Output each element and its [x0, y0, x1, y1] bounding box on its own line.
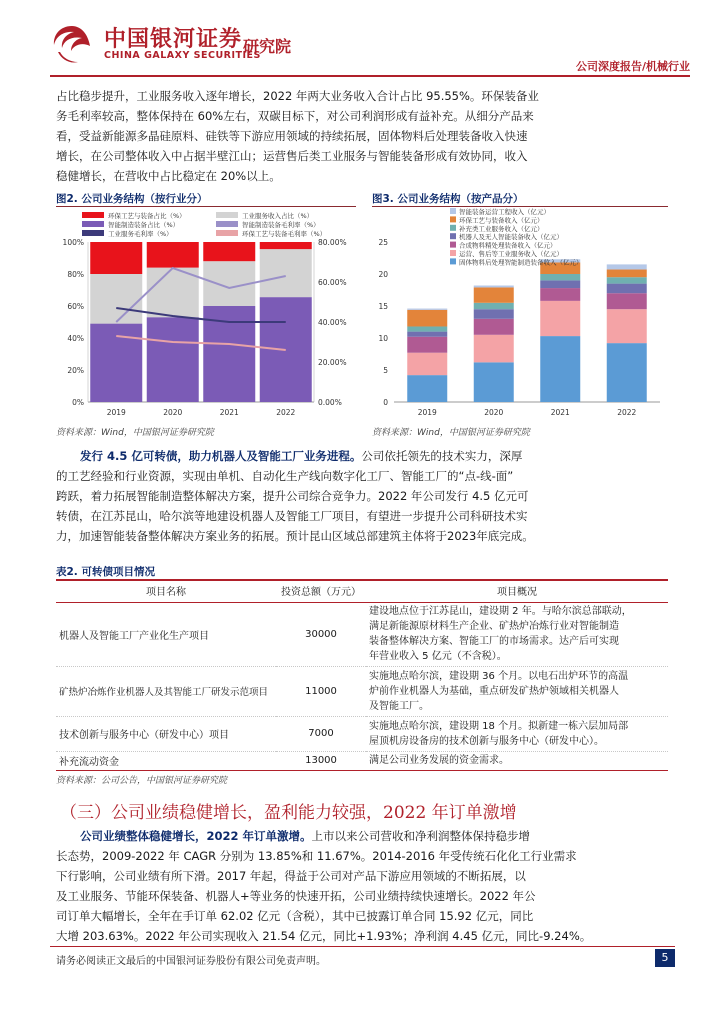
- galaxy-logo-icon: [50, 22, 94, 66]
- footer-divider: [50, 946, 675, 947]
- bar-segment: [540, 336, 580, 402]
- intro-paragraph: [56, 86, 670, 186]
- convertible-projects-table: [56, 580, 668, 769]
- bar-segment: [474, 309, 514, 319]
- y-left-tick-label: 20%: [67, 366, 84, 375]
- y-right-tick-label: 80.00%: [318, 238, 347, 247]
- para-line: 及工业服务、节能环保装备、机器人+等业务的快速开拓，公司业绩持续快速增长。2022 年公: [56, 889, 536, 903]
- bar-segment: [607, 293, 647, 309]
- y-left-tick-label: 80%: [67, 270, 84, 279]
- legend-swatch: [450, 225, 456, 231]
- project-name: 技术创新与服务中心（研发中心）项目: [56, 716, 276, 751]
- project-amount: 13000: [305, 754, 337, 766]
- para-line: 的工艺经验和行业资源，实现由单机、自动化生产线向数字化工厂、智能工厂的“点-线-面”: [56, 469, 514, 483]
- desc-line: 装备整体解决方案、智能工厂的市场需求。达产后可实现: [369, 636, 619, 647]
- y-tick-label: 15: [378, 302, 388, 311]
- table-row: [56, 716, 668, 751]
- bar-segment: [607, 309, 647, 343]
- project-desc: [366, 716, 668, 751]
- bar-segment: [90, 324, 142, 402]
- x-tick-label: 2021: [550, 408, 570, 417]
- bar-segment: [407, 337, 447, 353]
- legend-label: 合成物料精处理装备收入（亿元）: [459, 241, 557, 250]
- table-2-source: 资料来源：公司公告，中国银河证券研究院: [56, 776, 228, 786]
- x-tick-label: 2019: [106, 408, 126, 417]
- legend-label: 环保工艺与装备占比（%）: [108, 212, 186, 220]
- bar-segment: [607, 343, 647, 402]
- y-tick-label: 10: [378, 334, 388, 343]
- legend-label: 补充类工业服务收入（亿元）: [459, 224, 544, 233]
- product-structure-chart: [372, 206, 668, 422]
- bar-segment: [90, 242, 142, 274]
- project-name: 矿热炉冶炼作业机器人及其智能工厂研发示范项目: [56, 666, 276, 716]
- y-left-tick-label: 60%: [67, 302, 84, 311]
- intro-line: 务毛利率较高，整体保持在 60%左右，双碳目标下，对公司利润形成有益补充。从细分产品来: [56, 109, 534, 123]
- para-line: 大增 203.63%。2022 年公司实现收入 21.54 亿元，同比+1.93%；净利润 4.45 亿元，同比-9.24%。: [56, 929, 592, 943]
- table-header-row: [56, 580, 668, 602]
- x-tick-label: 2022: [617, 408, 637, 417]
- figure-3-source: 资料来源：Wind，中国银河证券研究院: [372, 428, 530, 438]
- report-type-label: 公司深度报告/机械行业: [575, 60, 690, 73]
- y-left-tick-label: 0%: [72, 398, 84, 407]
- y-right-tick-label: 20.00%: [318, 358, 347, 367]
- y-left-tick-label: 40%: [67, 334, 84, 343]
- para-lead: 发行 4.5 亿可转债，助力机器人及智能工厂业务进程。: [80, 449, 362, 463]
- figure-3-title: 图3. 公司业务结构（按产品分）: [372, 193, 524, 205]
- y-right-tick-label: 60.00%: [318, 278, 347, 287]
- desc-line: 实施地点哈尔滨，建设期 18 个月。拟新建一栋六层加局部: [369, 720, 629, 732]
- logo-english-name: CHINA GALAXY SECURITIES: [104, 50, 261, 61]
- intro-line: 增长，在公司整体收入中占据半壁江山；运营售后类工业服务与智能装备形成有效协同，收入: [56, 149, 528, 163]
- figure-2-source: 资料来源：Wind，中国银河证券研究院: [56, 428, 214, 438]
- legend-label: 环保工艺与装备收入（亿元）: [459, 216, 544, 225]
- legend-swatch: [450, 233, 456, 239]
- legend-swatch: [216, 221, 238, 227]
- bar-segment: [607, 264, 647, 269]
- para-line: 长态势，2009-2022 年 CAGR 分别为 13.85%和 11.67%。2014-2016 年受传统石化化工行业需求: [56, 849, 577, 863]
- legend-swatch: [82, 212, 104, 218]
- institute-label: 研究院: [243, 37, 292, 56]
- desc-line: 炉前作业机器人为基础，重点研发矿热炉领域相关机器人: [369, 685, 619, 697]
- y-left-tick-label: 100%: [62, 238, 84, 247]
- legend-swatch: [82, 221, 104, 227]
- legend-swatch: [450, 258, 456, 264]
- para-lead: 公司业绩整体稳健增长，2022 年订单激增。: [80, 829, 312, 843]
- legend-swatch: [450, 242, 456, 248]
- bar-segment: [540, 301, 580, 336]
- project-amount: 30000: [276, 602, 366, 666]
- table-bottom-rule: [56, 770, 668, 771]
- intro-line: 稳健增长，在营收中占比稳定在 20%以上。: [56, 169, 281, 183]
- bar-segment: [607, 270, 647, 278]
- y-right-tick-label: 40.00%: [318, 318, 347, 327]
- bar-segment: [260, 242, 312, 249]
- para-line-lead: [56, 826, 670, 846]
- legend-label: 环保工艺与装备毛利率（%）: [242, 230, 327, 238]
- bar-segment: [407, 353, 447, 375]
- header-divider: [50, 75, 690, 77]
- legend-label: 智能装备运营工程收入（亿元）: [459, 208, 550, 216]
- page-number: 5: [655, 949, 675, 967]
- project-desc: [366, 666, 668, 716]
- project-name: 机器人及智能工厂产业化生产项目: [56, 602, 276, 666]
- bar-segment: [474, 303, 514, 309]
- bar-segment: [407, 309, 447, 310]
- bar-segment: [607, 284, 647, 294]
- x-tick-label: 2021: [219, 408, 239, 417]
- bar-segment: [540, 280, 580, 288]
- y-right-tick-label: 0.00%: [318, 398, 342, 407]
- logo-chinese-name: 中国银河证券: [104, 27, 243, 52]
- bar-segment: [147, 242, 199, 268]
- legend-label: 固体物料后处理智能制造装备收入（亿元）: [459, 258, 583, 267]
- project-name: 补充流动资金: [59, 756, 119, 768]
- bar-segment: [407, 332, 447, 337]
- bar-segment: [407, 326, 447, 331]
- bar-segment: [540, 288, 580, 301]
- para-line: 转债，在江苏昆山，哈尔滨等地建设机器人及智能工厂项目，有望进一步提升公司科研技术实: [56, 509, 528, 523]
- y-tick-label: 25: [378, 238, 388, 247]
- desc-line: 满足公司业务发展的资金需求。: [369, 754, 509, 766]
- legend-swatch: [450, 208, 456, 214]
- bar-segment: [407, 375, 447, 402]
- bar-segment: [147, 317, 199, 402]
- table-row: [56, 602, 668, 666]
- desc-line: 及智能工厂。: [369, 700, 429, 712]
- legend-label: 智能制造装备毛利率（%）: [242, 221, 320, 229]
- para-line: 司订单大幅增长，全年在手订单 62.02 亿元（含税），其中已披露订单合同 15.92 亿元，同比: [56, 909, 534, 923]
- legend-label: 机器人及无人智能装备收入（亿元）: [459, 233, 563, 242]
- x-tick-label: 2022: [276, 408, 296, 417]
- legend-swatch: [216, 230, 238, 236]
- bar-segment: [540, 274, 580, 280]
- table-header: 项目概况: [366, 580, 668, 602]
- legend-swatch: [216, 212, 238, 218]
- table-row: [56, 751, 668, 769]
- intro-line: 看，受益新能源多晶硅原料、硅铁等下游应用领域的持续拓展，固体物料后处理装备收入快速: [56, 129, 528, 143]
- legend-label: 智能制造装备占比（%）: [108, 221, 180, 229]
- desc-line: 年营业收入 5 亿元（不含税）。: [369, 651, 507, 662]
- bar-segment: [474, 335, 514, 363]
- figure-2-title: 图2. 公司业务结构（按行业分）: [56, 193, 208, 205]
- para-line: 跨跃，着力拓展智能制造整体解决方案，提升公司综合竞争力。2022 年公司发行 4.5 亿元可: [56, 489, 529, 503]
- desc-line: 满足新能源原材料生产企业、矿热炉冶炼行业对智能制造: [369, 621, 619, 632]
- footer-disclaimer: 请务必阅读正文最后的中国银河证券股份有限公司免责声明。: [56, 956, 326, 967]
- bar-segment: [474, 286, 514, 288]
- bar-segment: [260, 249, 312, 297]
- y-tick-label: 20: [378, 270, 388, 279]
- para-line: 公司依托领先的技术实力，深厚: [361, 449, 523, 463]
- table-header: 项目名称: [56, 580, 276, 602]
- table-header: 投资总额（万元）: [276, 580, 366, 602]
- industry-structure-chart: [56, 206, 356, 422]
- legend-swatch: [450, 250, 456, 256]
- page-header: [0, 0, 724, 80]
- table-row: [56, 666, 668, 716]
- legend-label: 工业服务毛利率（%）: [108, 230, 173, 238]
- project-desc: [366, 602, 668, 666]
- para-line: 上市以来公司营收和净利润整体保持稳步增: [311, 829, 531, 843]
- intro-line: 占比稳步提升，工业服务收入逐年增长，2022 年两大业务收入合计占比 95.55%。环保装备业: [56, 89, 539, 103]
- x-tick-label: 2019: [417, 408, 437, 417]
- bar-segment: [607, 277, 647, 283]
- para-line: 力，加速智能装备整体解决方案业务的拓展。预计昆山区域总部建筑主体将于2023年底完成。: [56, 529, 534, 543]
- bar-segment: [90, 274, 142, 324]
- bar-segment: [474, 287, 514, 302]
- desc-line: 屋顶机房设备房的技术创新与服务中心（研发中心）。: [369, 735, 604, 747]
- performance-paragraph: [56, 826, 670, 946]
- bar-segment: [407, 310, 447, 327]
- convertible-bond-paragraph: [56, 446, 670, 546]
- para-line-lead: [56, 446, 670, 466]
- para-line: 下行影响，公司业绩有所下滑。2017 年起，得益于公司对产品下游应用领域的不断拓展，以: [56, 869, 526, 883]
- project-amount: 7000: [276, 716, 366, 751]
- desc-line: 建设地点位于江苏昆山，建设期 2 年。与哈尔滨总部联动，: [369, 606, 632, 617]
- project-amount: 11000: [276, 666, 366, 716]
- desc-line: 实施地点哈尔滨，建设期 36 个月。以电石出炉环节的高温: [369, 670, 629, 682]
- y-tick-label: 0: [383, 398, 388, 407]
- y-tick-label: 5: [383, 366, 388, 375]
- bar-segment: [474, 319, 514, 335]
- bar-segment: [474, 362, 514, 402]
- x-tick-label: 2020: [163, 408, 183, 417]
- bar-segment: [203, 242, 255, 261]
- x-tick-label: 2020: [484, 408, 504, 417]
- legend-swatch: [450, 216, 456, 222]
- legend-label: 运营、售后等工业服务收入（亿元）: [459, 250, 563, 258]
- legend-label: 工业服务收入占比（%）: [242, 212, 314, 220]
- table-2-title: 表2. 可转债项目情况: [56, 566, 155, 578]
- project-desc: [366, 751, 668, 769]
- legend-swatch: [82, 230, 104, 236]
- section-heading: （三）公司业绩稳健增长，盈利能力较强，2022 年订单激增: [60, 803, 517, 823]
